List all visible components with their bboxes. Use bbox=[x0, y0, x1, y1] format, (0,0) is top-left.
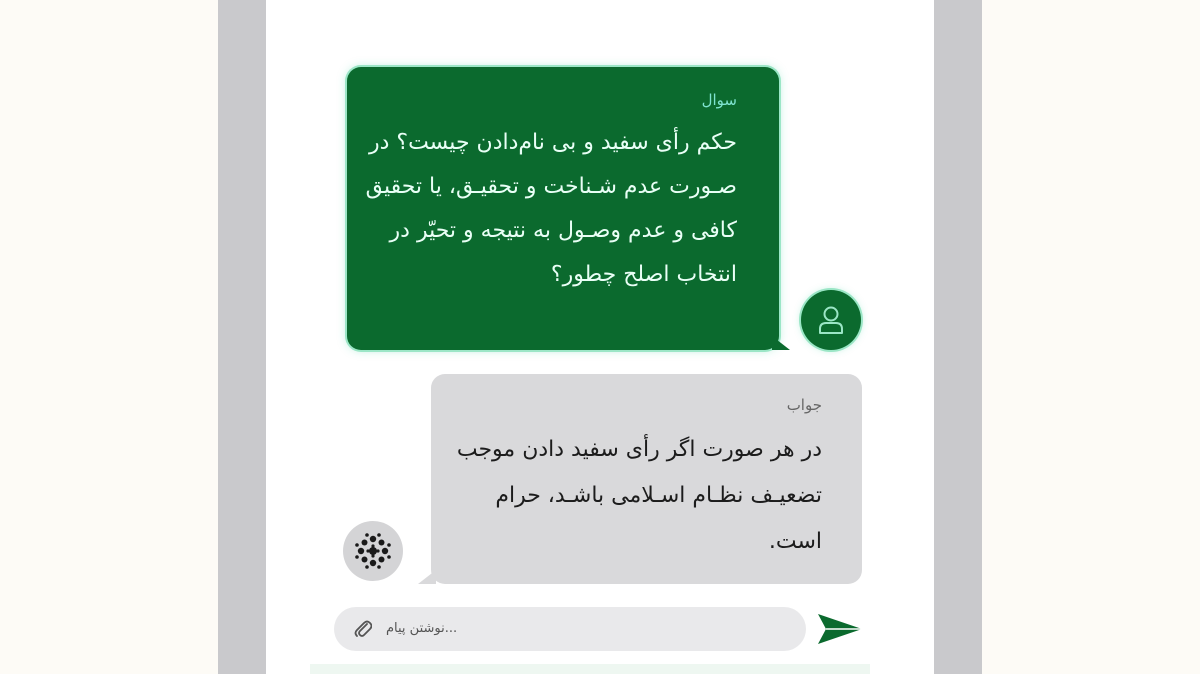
user-icon bbox=[817, 305, 845, 335]
paperclip-icon[interactable] bbox=[354, 619, 372, 639]
message-placeholder[interactable]: ...نوشتن پیام bbox=[386, 621, 458, 636]
send-icon[interactable] bbox=[816, 612, 864, 646]
answer-label: جواب bbox=[786, 396, 822, 414]
bot-avatar bbox=[343, 521, 403, 581]
question-bubble-tail bbox=[772, 336, 790, 350]
question-text: حکم رأی سفید و بی نام‌دادن چیست؟ در صـورت عدم شـناخت و تحقیـق، یا تحقیق کافی و عدم وصـول به نتیجه و تحیّر در انتخاب اصلح چطور؟ bbox=[365, 130, 737, 287]
answer-bubble-tail bbox=[418, 570, 436, 584]
emblem-icon bbox=[353, 531, 393, 571]
user-avatar bbox=[801, 290, 861, 350]
answer-bubble bbox=[431, 374, 862, 584]
bottom-divider bbox=[310, 664, 870, 674]
answer-text: در هر صورت اگر رأی سفید دادن موجب تضعیـف نظـام اسـلامی باشـد، حرام است. bbox=[456, 437, 822, 554]
question-label: سوال bbox=[701, 91, 737, 109]
question-bubble bbox=[347, 67, 779, 350]
